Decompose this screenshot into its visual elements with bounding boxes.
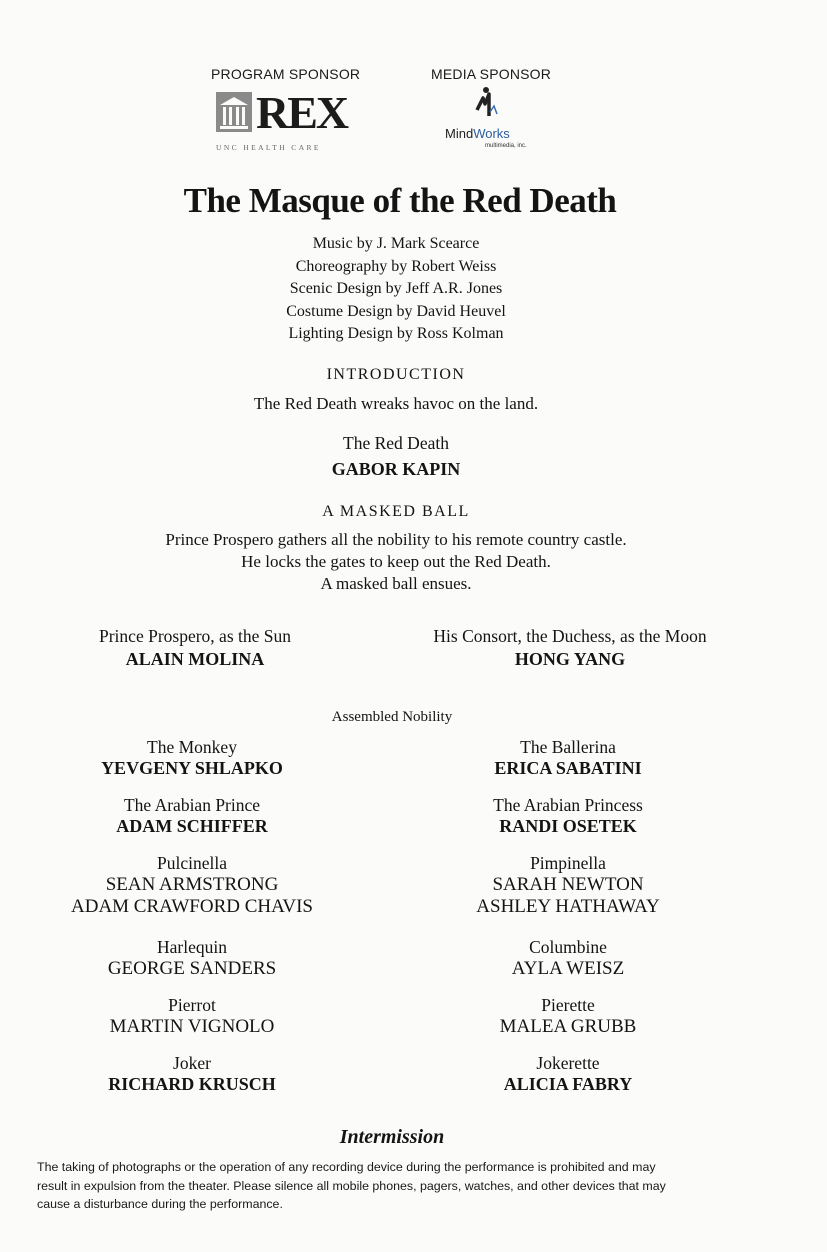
cast-entry [403,937,733,995]
lead-left-role: Prince Prospero, as the Sun [99,626,291,646]
cast-role: Harlequin [157,937,227,957]
notice-line: result in expulsion from the theater. Please silence all mobile phones, pagers, watches, and other devices that may [37,1178,666,1193]
cast-name: MALEA GRUBB [499,1016,637,1037]
cast-name: RANDI OSETEK [499,816,637,836]
cast-entry [27,1053,357,1111]
cast-entry [27,853,357,937]
cast-entry [27,795,357,853]
credit-costume: Costume Design by David Heuvel [286,302,506,320]
cast-right-column [403,737,733,1111]
masked-ball-heading: A MASKED BALL [322,503,470,520]
credits-block [0,233,792,346]
media-sponsor-label: MEDIA SPONSOR [431,66,552,82]
nobility-heading: Assembled Nobility [331,709,453,725]
cast-entry [403,737,733,795]
program-sponsor-label: PROGRAM SPONSOR [211,66,361,82]
cast-role: The Monkey [147,737,237,757]
cast-name: ADAM CRAWFORD CHAVIS [71,896,313,917]
notice-line: The taking of photographs or the operation of any recording device during the performance is prohibited and may [37,1160,656,1174]
mindworks-logo-text [445,126,510,141]
credit-scenic: Scenic Design by Jeff A.R. Jones [289,280,503,297]
cast-role: Jokerette [536,1053,600,1073]
cast-entry [403,795,733,853]
mindworks-mark-icon [473,86,503,122]
masked-ball-line: A masked ball ensues. [320,574,472,593]
cast-name: ADAM SCHIFFER [116,816,268,836]
cast-left-column [27,737,357,1111]
lead-right [390,626,750,670]
cast-role: Pierrot [168,995,216,1015]
cast-name: SEAN ARMSTRONG [105,874,279,895]
masked-ball-line: Prince Prospero gathers all the nobility to his remote country castle. [165,530,627,549]
cast-name: AYLA WEISZ [511,958,625,979]
cast-entry [403,853,733,937]
cast-name: YEVGENY SHLAPKO [101,758,283,778]
rex-logo-subtext: UNC HEALTH CARE [216,143,321,152]
cast-role: Joker [173,1053,211,1073]
cast-name: ALICIA FABRY [503,1074,633,1094]
cast-role: Pulcinella [157,853,227,873]
cast-entry [27,937,357,995]
cast-name: RICHARD KRUSCH [108,1074,276,1094]
cast-role: The Ballerina [520,737,616,757]
lead-right-role: His Consort, the Duchess, as the Moon [433,626,707,646]
cast-name: GEORGE SANDERS [107,958,277,979]
mindworks-logo-text-mind: Mind [445,126,474,141]
cast-name: ASHLEY HATHAWAY [476,896,660,917]
rex-logo [216,87,358,156]
cast-entry [403,995,733,1053]
cast-role: Pierette [541,995,595,1015]
cast-entry [27,995,357,1053]
red-death-performer: GABOR KAPIN [331,459,461,479]
credit-choreography: Choreography by Robert Weiss [295,257,497,275]
lead-left-name: ALAIN MOLINA [125,649,265,669]
masked-ball-description [0,529,792,595]
red-death-role: The Red Death [343,433,449,453]
mindworks-logo-text-works: Works [473,126,510,141]
notice-line: cause a disturbance during the performance. [37,1197,283,1211]
show-title: The Masque of the Red Death [183,181,617,220]
cast-entry [403,1053,733,1111]
rex-column-icon [216,92,252,132]
recording-notice [37,1158,797,1214]
mindworks-logo [445,86,545,152]
cast-name: ERICA SABATINI [494,758,642,778]
cast-role: Pimpinella [530,853,606,873]
mindworks-logo-subtext: multimedia, inc. [485,143,527,149]
intermission-heading: Intermission [339,1126,445,1148]
cast-name: SARAH NEWTON [492,874,644,895]
introduction-heading: INTRODUCTION [326,366,466,383]
masked-ball-line: He locks the gates to keep out the Red Death. [241,552,551,571]
cast-role: Columbine [529,937,607,957]
cast-role: The Arabian Prince [123,795,261,815]
rex-logo-text: REX [256,87,348,138]
lead-right-name: HONG YANG [514,649,626,669]
lead-left [40,626,350,670]
cast-entry [27,737,357,795]
credit-lighting: Lighting Design by Ross Kolman [288,325,504,342]
introduction-text: The Red Death wreaks havoc on the land. [253,394,539,413]
credit-music: Music by J. Mark Scearce [312,235,480,252]
cast-name: MARTIN VIGNOLO [109,1016,275,1037]
cast-role: The Arabian Princess [493,795,643,815]
